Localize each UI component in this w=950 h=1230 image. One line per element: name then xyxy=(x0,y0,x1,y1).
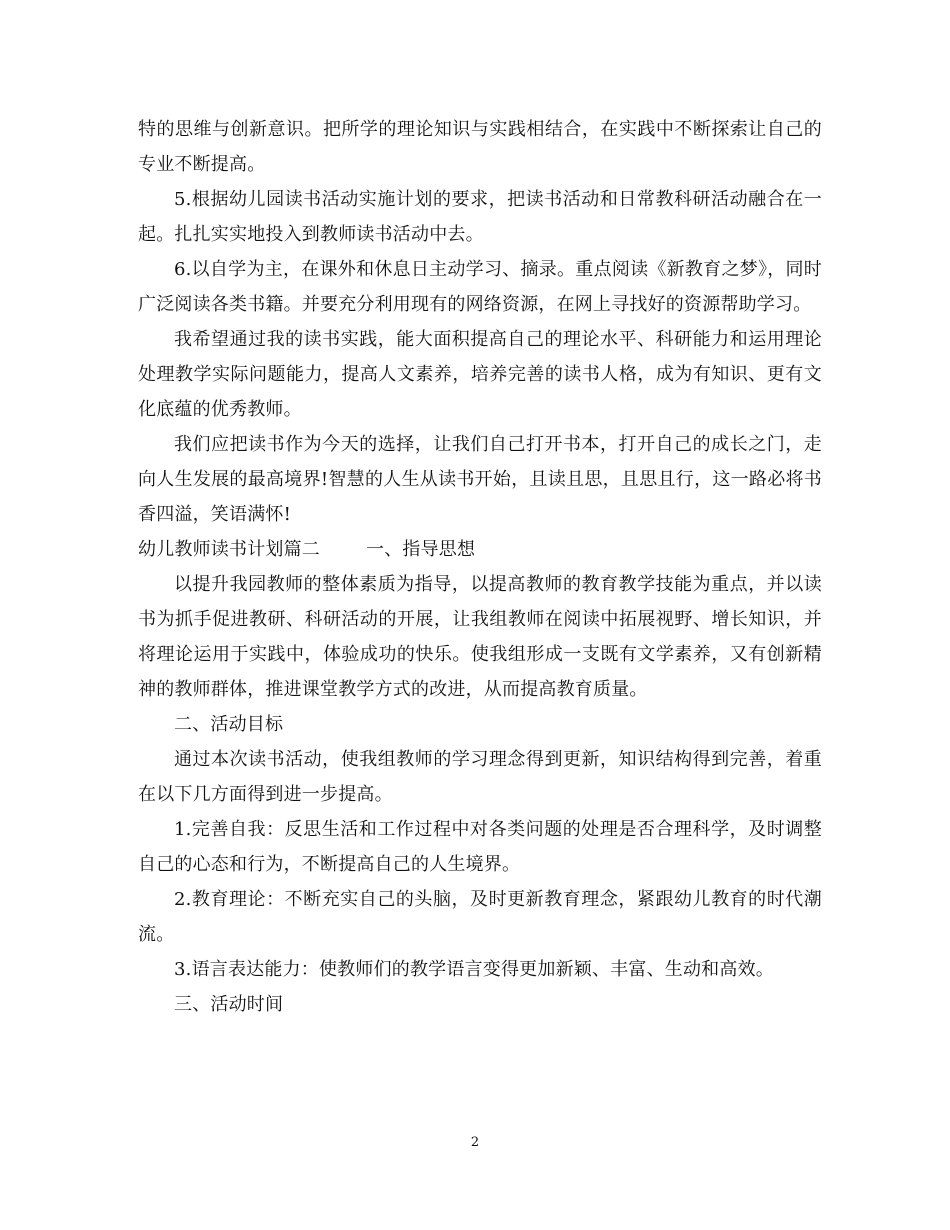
paragraph-continuation: 特的思维与创新意识。把所学的理论知识与实践相结合，在实践中不断探索让自己的专业不断提高。 xyxy=(138,119,822,175)
paragraph-item-6: 6.以自学为主，在课外和休息日主动学习、摘录。重点阅读《新教育之梦》，同时广泛阅读各类书籍。并要充分利用现有的网络资源，在网上寻找好的资源帮助学习。 xyxy=(138,259,822,315)
paragraph-goal-1: 1.完善自我：反思生活和工作过程中对各类问题的处理是否合理科学，及时调整自己的心态和行为，不断提高自己的人生境界。 xyxy=(138,819,822,875)
paragraph-goals-intro: 通过本次读书活动，使我组教师的学习理念得到更新，知识结构得到完善，着重在以下几方面得到进一步提高。 xyxy=(138,749,822,805)
paragraph-hope: 我希望通过我的读书实践，能大面积提高自己的理论水平、科研能力和运用理论处理教学实际问题能力，提高人文素养，培养完善的读书人格，成为有知识、更有文化底蕴的优秀教师。 xyxy=(138,329,822,420)
document-body xyxy=(138,112,822,1022)
page-number: 2 xyxy=(470,1135,480,1150)
subheading-activity-time: 三、活动时间 xyxy=(174,994,284,1015)
paragraph-guiding-idea: 以提升我园教师的整体素质为指导，以提高教师的教育教学技能为重点，并以读书为抓手促进教研、科研活动的开展，让我组教师在阅读中拓展视野、增长知识，并将理论运用于实践中，体验成功的快乐。使我组形成一支既有文学素养，又有创新精神的教师群体，推进课堂教学方式的改进，从而提高教育质量。 xyxy=(138,574,822,700)
subheading-activity-goals: 二、活动目标 xyxy=(174,714,284,735)
paragraph-goal-2: 2.教育理论：不断充实自己的头脑，及时更新教育理念，紧跟幼儿教育的时代潮流。 xyxy=(138,889,822,945)
section-heading xyxy=(138,532,822,567)
paragraph-item-5: 5.根据幼儿园读书活动实施计划的要求，把读书活动和日常教科研活动融合在一起。扎扎实实地投入到教师读书活动中去。 xyxy=(138,189,822,245)
paragraph-choice: 我们应把读书作为今天的选择，让我们自己打开书本，打开自己的成长之门，走向人生发展的最高境界!智慧的人生从读书开始，且读且思，且思且行，这一路必将书香四溢，笑语满怀! xyxy=(138,434,822,525)
paragraph-goal-3: 3.语言表达能力：使教师们的教学语言变得更加新颖、丰富、生动和高效。 xyxy=(174,959,774,980)
section-title: 幼儿教师读书计划篇二 xyxy=(138,539,320,560)
section-subtitle: 一、指导思想 xyxy=(366,539,476,560)
